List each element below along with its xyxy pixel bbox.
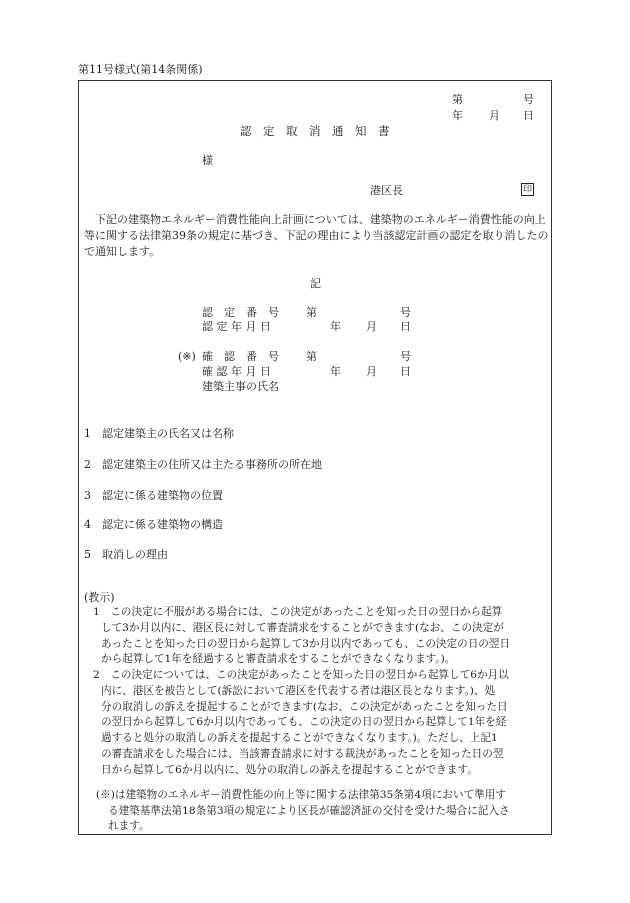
footnote (96, 788, 510, 835)
kakunin-no-label: 確 認 番 号 (202, 350, 279, 363)
cert-no-suffix: 号 (400, 306, 411, 319)
cert-date-year: 年 (330, 320, 341, 333)
item-text: 認定に係る建築物の構造 (102, 518, 223, 531)
item-text: 取消しの理由 (102, 548, 168, 561)
kakunin-date-year: 年 (330, 365, 341, 378)
notice-paragraph-1 (93, 605, 510, 668)
notice-line: の翌日から起算して6か月以内であっても、この決定の日の翌日から起算して1年を経 (101, 716, 507, 729)
intro-paragraph: 下記の建築物エネルギー消費性能向上計画については、建築物のエネルギー消費性能の向上等に関する法律第39条の規定に基づき、下記の理由により当該認定計画の認定を取り消したので通知します。 (84, 213, 549, 258)
notice-line: あったことを知った日の翌日から起算して3か月以内であっても、この決定の日の翌日 (101, 637, 511, 650)
notice-line: 2 この決定については、この決定があったことを知った日の翌日から起算して6か月以 (93, 669, 509, 681)
kakunin-mark: (※) (178, 350, 196, 363)
notice-line: 過すると処分の取消しの訴えを提起することができなくなります。)。ただし、上記1 (101, 732, 498, 745)
item-text: 認定建築主の住所又は主たる事務所の所在地 (102, 458, 322, 471)
item-number: 1 (84, 427, 91, 440)
kakunin-date-month: 月 (366, 365, 377, 378)
footnote-line: (※)は建築物のエネルギー消費性能の向上等に関する法律第35条第4項において準用す (96, 789, 506, 801)
item-number: 2 (84, 458, 91, 471)
footnote-line: れます。 (108, 820, 150, 832)
item-number: 4 (84, 518, 91, 531)
notice-line: 分の取消しの訴えを提起することができます(なお、この決定があったことを知った日 (101, 700, 508, 713)
building-official-label: 建築主事の氏名 (202, 380, 279, 393)
kakunin-no-suffix: 号 (400, 350, 411, 363)
notice-line: して3か月以内に、港区長に対して審査請求をすることができます(なお、この決定が (101, 621, 504, 634)
cert-date-label: 認 定 年 月 日 (202, 320, 271, 333)
item-text: 認定に係る建築物の位置 (102, 489, 223, 502)
footnote-line: る建築基準法第18条第3項の規定により区長が確認済証の交付を受けた場合に記入さ (108, 804, 510, 817)
date-year: 年 (452, 109, 463, 122)
cert-no-prefix: 第 (306, 306, 317, 319)
kakunin-date-day: 日 (400, 365, 411, 378)
cert-date-month: 月 (366, 320, 377, 333)
notice-line: 日から起算して6か月以内に、処分の取消しの訴えを提起することができます。 (101, 763, 478, 776)
notice-line: の審査請求をした場合には、当該審査請求に対する裁決があったことを知った日の翌 (101, 747, 504, 760)
date-month: 月 (489, 109, 500, 122)
notice-paragraph-2 (93, 668, 509, 779)
kakunin-no-prefix: 第 (306, 350, 317, 363)
doc-no-suffix: 号 (523, 93, 534, 106)
doc-no-prefix: 第 (452, 93, 463, 106)
cert-no-label: 認 定 番 号 (202, 306, 279, 319)
notice-heading: (教示) (84, 591, 115, 604)
date-day: 日 (523, 109, 534, 122)
kakunin-date-label: 確 認 年 月 日 (202, 365, 271, 378)
notice-line: から起算して1年を経過すると審査請求をすることができなくなります。)。 (101, 653, 456, 666)
item-text: 認定建築主の氏名又は名称 (102, 427, 234, 440)
document-title: 認 定 取 消 通 知 書 (240, 124, 390, 138)
form-label: 第11号様式(第14条関係) (78, 63, 203, 76)
item-number: 3 (84, 489, 91, 502)
ki-heading: 記 (310, 277, 321, 290)
issuer-name: 港区長 (370, 184, 403, 197)
notice-line: 内に、港区を被告として(訴訟において港区を代表する者は港区長となります。)、処 (101, 684, 496, 697)
seal-mark: 印 (522, 185, 532, 195)
notice-line: 1 この決定に不服がある場合には、この決定があったことを知った日の翌日から起算 (93, 606, 503, 618)
cert-date-day: 日 (400, 320, 411, 333)
item-number: 5 (84, 548, 91, 561)
addressee-suffix: 様 (202, 154, 213, 167)
